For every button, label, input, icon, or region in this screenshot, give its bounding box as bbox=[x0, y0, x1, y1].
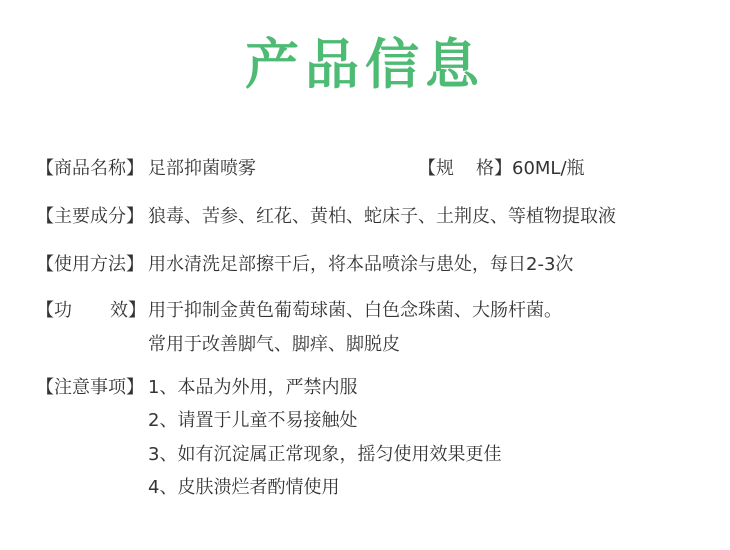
effect-label-close: 效】 bbox=[110, 300, 146, 321]
effect-label bbox=[36, 298, 148, 324]
spec-label-close: 格】 bbox=[476, 158, 512, 179]
usage-row bbox=[36, 252, 573, 278]
effect-line-1: 用于抑制金黄色葡萄球菌、白色念珠菌、大肠杆菌。 bbox=[148, 300, 562, 321]
notes-row bbox=[36, 375, 357, 401]
spec-label-open: 【规 bbox=[418, 158, 454, 179]
ingredients-value: 狼毒、苦参、红花、黄柏、蛇床子、土荆皮、等植物提取液 bbox=[148, 206, 616, 227]
usage-value: 用水清洗足部擦干后，将本品喷涂与患处，每日2-3次 bbox=[148, 254, 574, 275]
ingredients-label: 【主要成分】 bbox=[36, 206, 144, 227]
spec-row bbox=[418, 156, 585, 182]
effect-row bbox=[36, 298, 562, 324]
notes-item-1: 1、本品为外用，严禁内服 bbox=[148, 377, 358, 398]
spec-value: 60ML/瓶 bbox=[512, 158, 585, 179]
effect-line-2: 常用于改善脚气、脚痒、脚脱皮 bbox=[148, 334, 400, 355]
ingredients-row bbox=[36, 204, 616, 230]
notes-item-3: 3、如有沉淀属正常现象，摇匀使用效果更佳 bbox=[148, 444, 502, 465]
notes-item-2: 2、请置于儿童不易接触处 bbox=[148, 410, 358, 431]
product-name-row bbox=[36, 156, 256, 182]
page-title: 产品信息 bbox=[245, 33, 485, 96]
notes-label: 【注意事项】 bbox=[36, 377, 144, 398]
effect-label-open: 【功 bbox=[36, 300, 72, 321]
usage-label: 【使用方法】 bbox=[36, 254, 144, 275]
product-name-value: 足部抑菌喷雾 bbox=[148, 158, 256, 179]
product-name-label: 【商品名称】 bbox=[36, 158, 144, 179]
notes-item-4: 4、皮肤溃烂者酌情使用 bbox=[148, 477, 340, 498]
